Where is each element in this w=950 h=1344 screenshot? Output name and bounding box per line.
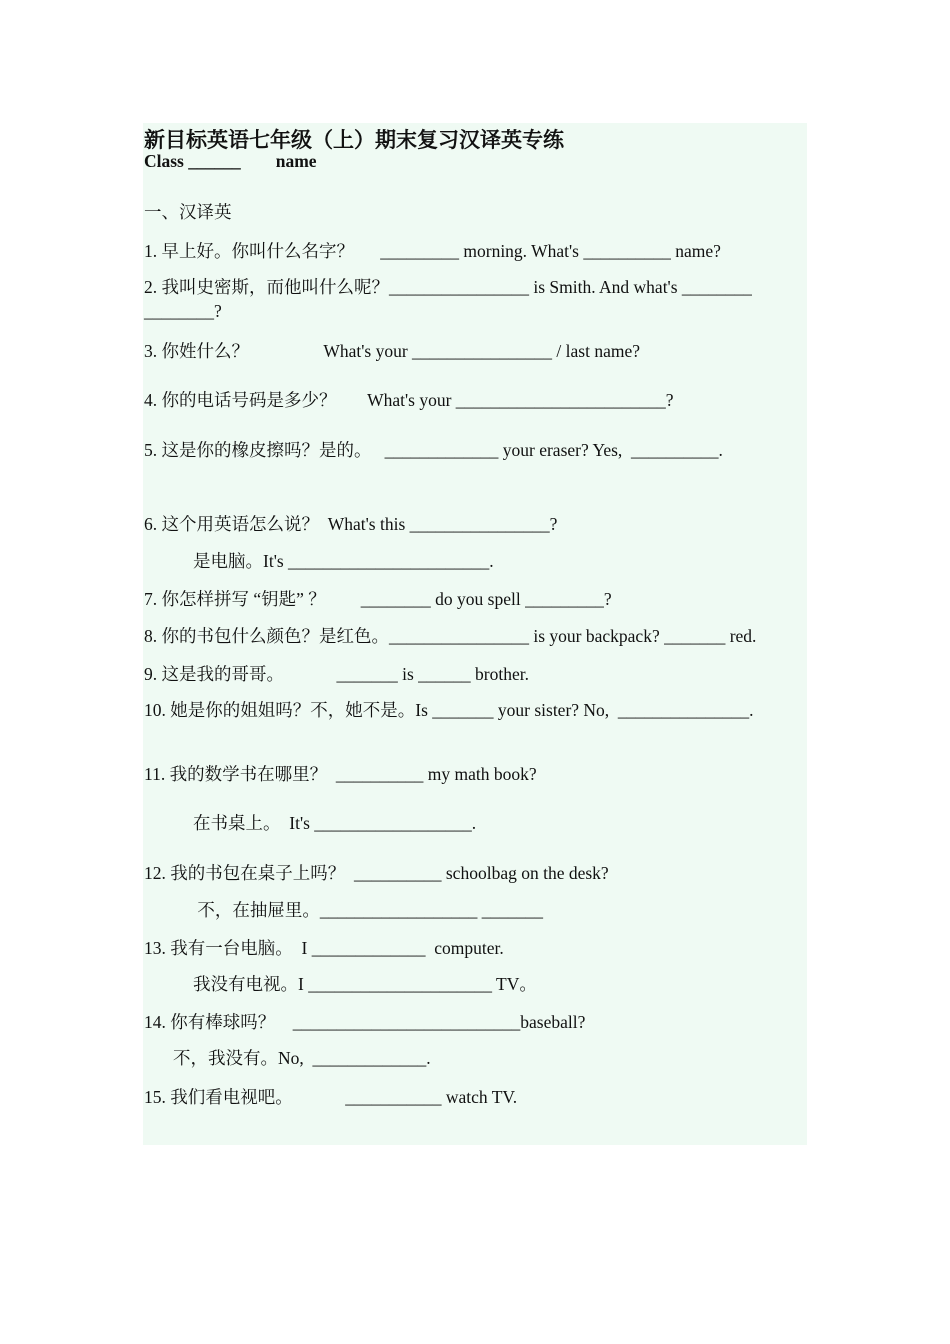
question-2: 2. 我叫史密斯，而他叫什么呢？________________ is Smith. And what's ________ <box>144 277 752 297</box>
question-12: 12. 我的书包在桌子上吗？ __________ schoolbag on the desk? <box>144 863 609 883</box>
question-14-answer: 不，我没有。No, _____________. <box>173 1048 431 1068</box>
question-10: 10. 她是你的姐姐吗？不，她不是。Is _______ your sister? No, _______________. <box>144 700 754 720</box>
question-2-continued: ________? <box>144 301 222 321</box>
question-13: 13. 我有一台电脑。 I _____________ computer. <box>144 938 504 958</box>
question-11: 11. 我的数学书在哪里？ __________ my math book? <box>144 764 537 784</box>
question-6-answer: 是电脑。It's _______________________. <box>193 551 494 571</box>
question-11-answer: 在书桌上。 It's __________________. <box>193 813 477 833</box>
question-7: 7. 你怎样拼写 “钥匙” ？ ________ do you spell _________? <box>144 589 612 609</box>
class-name-line: Class ______ name <box>144 151 317 171</box>
question-5: 5. 这是你的橡皮擦吗？是的。 _____________ your eraser? Yes, __________. <box>144 440 723 460</box>
question-4: 4. 你的电话号码是多少？ What's your ________________________? <box>144 390 674 410</box>
question-15: 15. 我们看电视吧。 ___________ watch TV. <box>144 1087 518 1107</box>
question-12-answer: 不，在抽屉里。__________________ _______ <box>193 900 543 920</box>
question-13-answer: 我没有电视。I _____________________ TV。 <box>193 974 537 994</box>
section-heading: 一、汉译英 <box>144 202 232 222</box>
worksheet-title: 新目标英语七年级（上）期末复习汉译英专练 <box>144 128 564 152</box>
question-9: 9. 这是我的哥哥。 _______ is ______ brother. <box>144 664 529 684</box>
question-8: 8. 你的书包什么颜色？是红色。________________ is your backpack? _______ red. <box>144 626 757 646</box>
question-3: 3. 你姓什么？ What's your ________________ / last name? <box>144 341 641 361</box>
question-14: 14. 你有棒球吗？ __________________________baseball? <box>144 1012 586 1032</box>
question-6: 6. 这个用英语怎么说？ What's this ________________? <box>144 514 558 534</box>
question-1: 1. 早上好。你叫什么名字？ _________ morning. What's __________ name? <box>144 241 721 261</box>
